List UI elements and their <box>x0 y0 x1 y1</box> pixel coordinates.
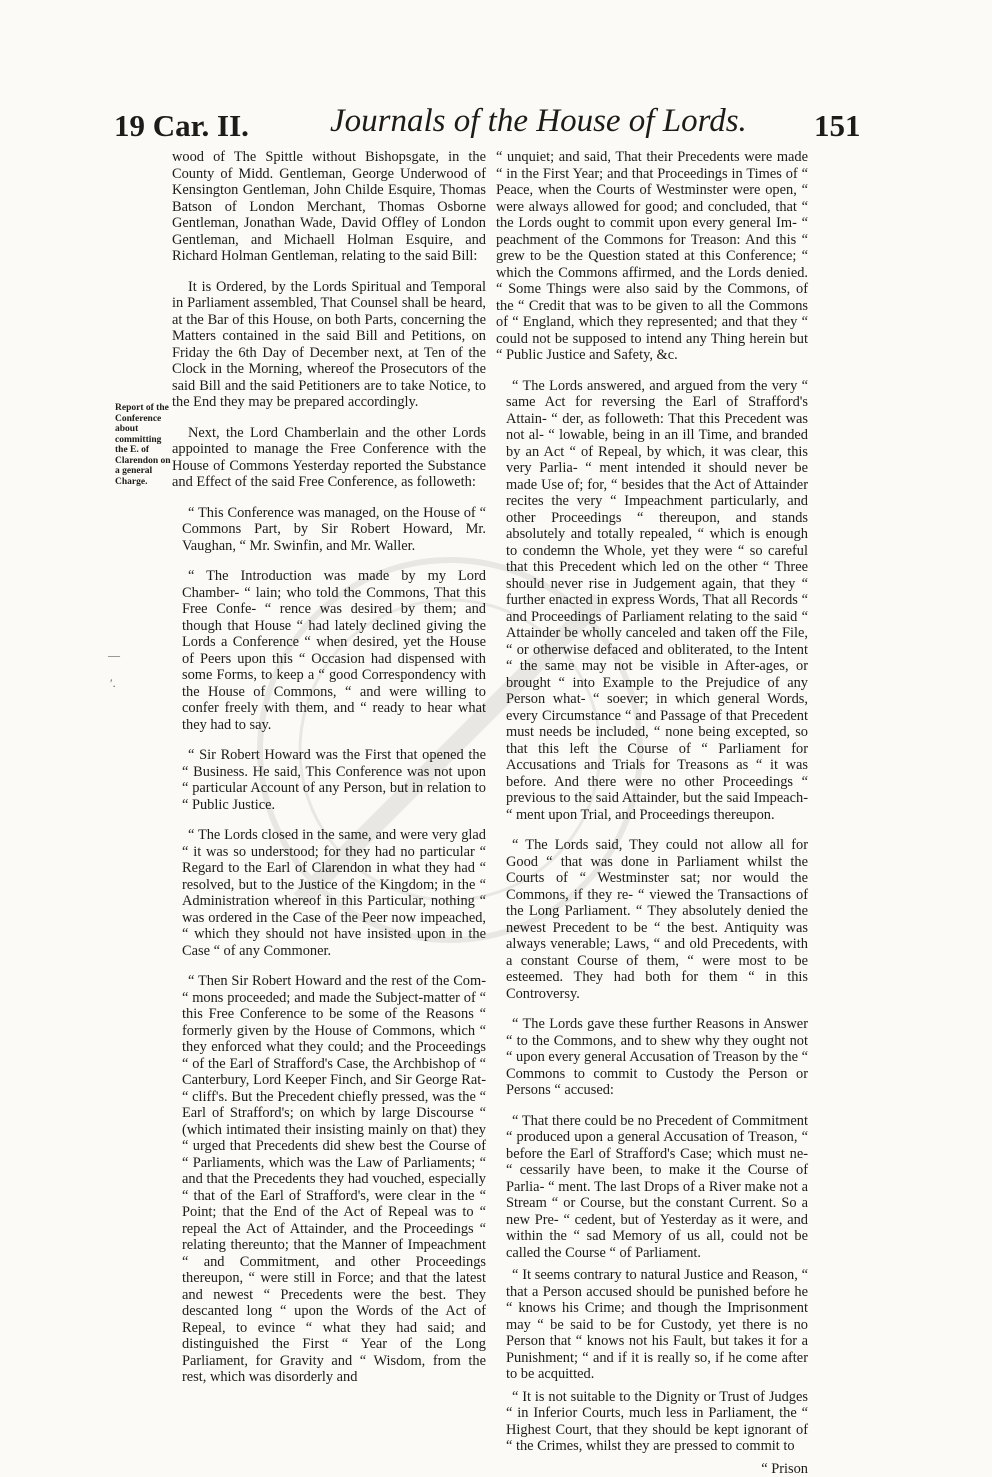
paragraph: It is Ordered, by the Lords Spiritual and Temporal in Parliament assembled, That Counsel shall be heard, at the Bar of this House, on both Parts, concerning the Matters contained in the said Bill and Petitions, on Friday the 6th Day of December next, at Ten of the Clock in the Morning, whereof the Prosecutors of the said Bill and the said Petitioners are to take Notice, to the End they may be prepared accordingly. <box>172 279 486 411</box>
paragraph: “ The Lords answered, and argued from the very “ same Act for reversing the Earl of Strafford's Attain- “ der, as followeth: That this Precedent was not al- “ lowable, being in an ill Time, and branded by an Act “ of Repeal, by which, it was clear, this very Parlia- “ ment intended it should never be made Use of; for, “ besides that the Act of Attainder recites the very “ Impeachment particularly, and other Proceedings “ thereupon, and stands absolutely and totally repealed, “ which is enough to condemn the Whole, yet they were “ so careful that this Precedent which led on the other “ Three should never rise in Judgement again, that they “ further enacted in express Words, That all Records “ and Proceedings of Parliament relating to the said “ Attainder be wholly canceled and taken off the File, “ or otherwise defaced and obliterated, to the Intent “ the same may not be visible in After-ages, or brought “ into Example to the Prejudice of any Person what- “ soever; in which general Words, every Circumstance “ and Passage of that Precedent must needs be included, “ none being excepted, so that this left the Course of “ Parliament for Accusations and Trials for Treasons as “ it was before. And there were no other Proceedings “ previous to the said Attainder, but the said Impeach- “ ment upon Trial, and Proceedings thereupon. <box>496 378 808 824</box>
paragraph: “ This Conference was managed, on the House of “ Commons Part, by Sir Robert Howard, Mr. Vaughan, “ Mr. Swinfin, and Mr. Waller. <box>172 505 486 555</box>
paragraph: Next, the Lord Chamberlain and the other Lords appointed to manage the Free Conference with the House of Commons Yesterday reported the Substance and Effect of the said Free Conference, as followeth: <box>172 425 486 491</box>
paragraph: “ The Lords said, They could not allow all for Good “ that was done in Parliament whilst the Courts of “ Westminster sat; nor would the Commons, if they re- “ viewed the Transactions of the Long Parliament. “ They absolutely denied the newest Precedent to be “ the best. Antiquity was always venerable; Laws, “ and old Precedents, with a constant Course of them, “ were most to be esteemed. They had both for them “ in this Controversy. <box>496 837 808 1002</box>
paragraph: “ Then Sir Robert Howard and the rest of the Com- “ mons proceeded; and made the Subject-matter of “ this Free Conference to be some of the Reasons “ formerly given by the House of Commons, which “ they enforced what they could; and the Proceedings “ of the Earl of Strafford's Case, the Archbishop of “ Canterbury, Lord Keeper Finch, and Sir George Rat- “ cliff's. But the Precedent chiefly pressed, was the “ Earl of Strafford's; on which by large Discourse “ (which intimated their insisting mainly on that) they “ urged that Precedents did shew best the Course of “ Parliaments, which was the Law of Parliaments; “ and that the Precedents they had vouched, especially “ that of the Earl of Strafford's, were clear in the “ Point; that the End of the Act of Repeal was to “ repeal the Act of Attainder, and the Proceedings “ relating thereunto; that the Manner of Impeachment “ and Commitment, and other Proceedings thereupon, “ were still in Force; and that the latest and newest “ Precedents were the best. They descanted long “ upon the Words of the Act of Repeal, to evince “ what they had said; and distinguished the First “ Year of the Long Parliament, for Gravity and “ Wisdom, from the rest, which was disorderly and <box>172 973 486 1386</box>
paragraph: “ Sir Robert Howard was the First that opened the “ Business. He said, This Conference was not upon “ particular Account of any Person, but in relation to “ Public Justice. <box>172 747 486 813</box>
paragraph: “ unquiet; and said, That their Precedents were made “ in the First Year; and that Proceedings in Times of “ Peace, when the Courts of Westminster were open, “ were always allowed for good; and concluded, that “ the Lords ought to commit upon every general Im- “ peachment of the Commons for Treason: And this “ grew to be the Question stated at this Conference; “ which the Commons affirmed, and the Lords denied. “ Some Things were also said by the Commons, of the “ Credit that was to be given to all the Commons of “ England, which they represented; and that they “ could not be supposed to intend any Thing herein but “ Public Justice and Safety, &c. <box>496 149 808 364</box>
paragraph: wood of The Spittle without Bishopsgate, in the County of Midd. Gentleman, George Underwood of Kensington Gentleman, John Childe Esquire, Thomas Batson of London Merchant, Thomas Osborne Gentleman, Jonathan Wade, David Offley of London Gentleman, and Michaell Holman Esquire, and Richard Holman Gentleman, relating to the said Bill: <box>172 149 486 265</box>
stray-mark: — <box>108 648 120 663</box>
journal-title: Journals of the House of Lords. <box>330 103 747 140</box>
paragraph: “ That there could be no Precedent of Commitment “ produced upon a general Accusation of Treason, “ before the Earl of Strafford's Case; which must ne- “ cessarily have been, to make it the Course of Parlia- “ ment. The last Drops of a River make not a Stream “ or Course, but the constant Current. So a new Pre- “ cedent, but of Yesterday as it were, and within the “ sad Memory of us all, could not be called the Course “ of Parliament. <box>496 1113 808 1262</box>
paragraph: “ The Introduction was made by my Lord Chamber- “ lain; who told the Commons, That this Free Confe- “ rence was desired by them; and though that House “ had lately declined giving the Lords a Conference “ when desired, yet the House of Peers upon this “ Occasion had dispensed with some Forms, to keep a “ good Correspondency with the House of Commons, “ and were willing to confer freely with them, and “ ready to hear what they had to say. <box>172 568 486 733</box>
stray-mark: ′. <box>110 676 116 691</box>
catchword: “ Prison <box>496 1461 808 1477</box>
page-header <box>0 100 992 150</box>
right-column <box>496 149 808 1477</box>
margin-note: Report of the Conference about committing the E. of Clarendon on a general Charge. <box>115 403 175 487</box>
page-number: 151 <box>814 108 861 144</box>
paragraph: “ It seems contrary to natural Justice and Reason, “ that a Person accused should be punished before he “ knows his Crime; and though the Imprisonment may “ be said to be for Custody, yet there is no Person that “ knows not his Fault, but takes it for a Punishment; “ and if it is really so, if he come after to be acquitted. <box>496 1267 808 1383</box>
left-column <box>172 149 486 1400</box>
paragraph: “ The Lords closed in the same, and were very glad “ it was so understood; for they had no particular “ Regard to the Earl of Clarendon in what they had “ resolved, but to the Justice of the Kingdom; in the “ Administration whereof in this Particular, nothing “ was ordered in the Case of the Peer now impeached, “ which they should not have insisted upon in the Case “ of any Commoner. <box>172 827 486 959</box>
paragraph: “ It is not suitable to the Dignity or Trust of Judges “ in Inferior Courts, much less in Parliament, the “ Highest Court, that they should be kept ignorant of “ the Crimes, whilst they are pressed to commit to <box>496 1389 808 1455</box>
paragraph: “ The Lords gave these further Reasons in Answer “ to the Commons, and to shew why they ought not “ upon every general Accusation of Treason by the “ Commons to commit to Custody the Person or Persons “ accused: <box>496 1016 808 1099</box>
regnal-year: 19 Car. II. <box>114 108 249 144</box>
